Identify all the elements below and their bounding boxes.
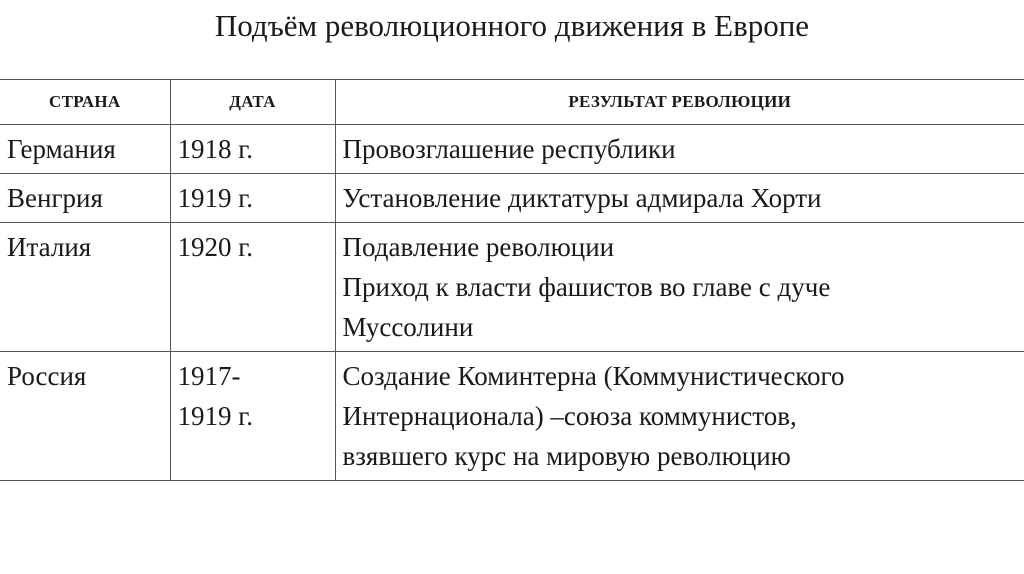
result-line: Установление диктатуры адмирала Хорти — [342, 183, 822, 213]
column-header-date: ДАТА — [170, 80, 335, 125]
result-cell — [335, 125, 1024, 174]
date-line: 1918 г. — [177, 134, 254, 164]
column-header-result: РЕЗУЛЬТАТ РЕВОЛЮЦИИ — [335, 80, 1024, 125]
date-cell — [170, 352, 335, 481]
revolutions-table — [0, 79, 1024, 481]
table-row-italy — [0, 223, 1024, 352]
result-cell — [335, 174, 1024, 223]
result-line: Приход к власти фашистов во главе с дуче — [342, 272, 831, 302]
country-cell: Италия — [0, 223, 170, 352]
result-line: взявшего курс на мировую революцию — [342, 441, 791, 471]
date-line: 1920 г. — [177, 232, 254, 262]
table-row-germany — [0, 125, 1024, 174]
result-cell — [335, 352, 1024, 481]
result-line: Создание Коминтерна (Коммунистического — [342, 361, 845, 391]
country-cell: Россия — [0, 352, 170, 481]
column-header-country: СТРАНА — [0, 80, 170, 125]
country-cell: Венгрия — [0, 174, 170, 223]
date-line: 1919 г. — [177, 183, 254, 213]
result-line: Интернационала) –союза коммунистов, — [342, 401, 797, 431]
date-cell — [170, 174, 335, 223]
table-row-russia — [0, 352, 1024, 481]
result-line: Провозглашение республики — [342, 134, 676, 164]
date-line: 1917- — [177, 361, 241, 391]
result-line: Муссолини — [342, 312, 474, 342]
table-header-row — [0, 80, 1024, 125]
table-row-hungary — [0, 174, 1024, 223]
result-cell — [335, 223, 1024, 352]
date-cell — [170, 223, 335, 352]
page-title: Подъём революционного движения в Европе — [214, 8, 810, 43]
country-cell: Германия — [0, 125, 170, 174]
date-cell — [170, 125, 335, 174]
result-line: Подавление революции — [342, 232, 615, 262]
date-line: 1919 г. — [177, 401, 254, 431]
